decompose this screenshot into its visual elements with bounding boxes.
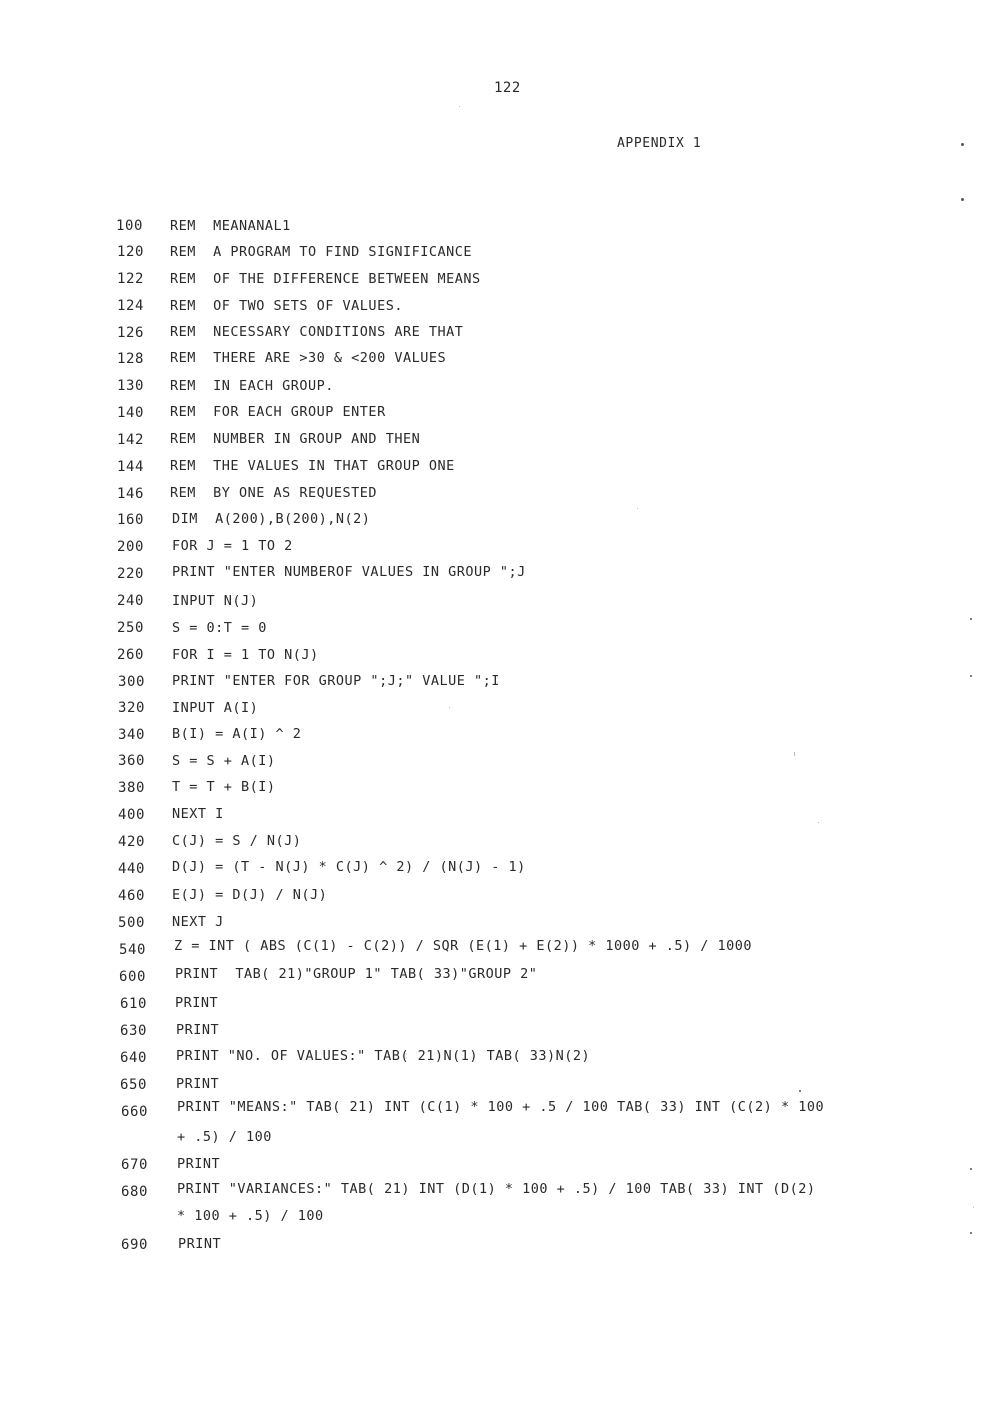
line-number: 200 [117,539,145,555]
scan-speck [961,143,964,146]
line-number: 142 [117,432,145,448]
code-text: REM BY ONE AS REQUESTED [170,485,378,501]
line-number: 610 [120,996,148,1012]
line-number: 144 [117,459,145,475]
scan-speck [794,752,795,756]
line-number: 100 [116,218,144,234]
code-text: E(J) = D(J) / N(J) [172,887,328,903]
scan-speck [970,618,972,620]
scan-speck [970,675,972,677]
line-number: 670 [121,1157,149,1173]
scan-speck [449,707,450,708]
scan-speck [459,106,460,107]
line-number: 126 [117,325,145,341]
code-text: REM NUMBER IN GROUP AND THEN [170,431,421,447]
code-text-continuation: + .5) / 100 [177,1129,272,1145]
code-text: REM A PROGRAM TO FIND SIGNIFICANCE [170,244,472,260]
line-number: 380 [118,780,146,796]
scan-speck [799,1090,801,1092]
line-number: 420 [118,834,146,850]
code-text: PRINT "ENTER NUMBEROF VALUES IN GROUP ";J [172,564,526,580]
code-text: PRINT "VARIANCES:" TAB( 21) INT (D(1) * 100 + .5) / 100 TAB( 33) INT (D(2) [177,1181,816,1197]
code-text: DIM A(200),B(200),N(2) [172,511,371,527]
line-number: 640 [120,1050,148,1066]
line-number: 128 [117,351,145,367]
code-text: S = S + A(I) [172,753,276,769]
line-number: 220 [117,566,145,582]
code-text: PRINT [176,1022,220,1038]
scan-speck [970,1232,972,1234]
code-text: PRINT "ENTER FOR GROUP ";J;" VALUE ";I [172,673,500,689]
code-text: PRINT TAB( 21)"GROUP 1" TAB( 33)"GROUP 2" [175,966,538,982]
scan-speck [637,508,638,509]
code-text: REM NECESSARY CONDITIONS ARE THAT [170,324,464,340]
code-text: REM MEANANAL1 [170,218,291,234]
line-number: 400 [118,807,146,823]
code-text: REM IN EACH GROUP. [170,378,334,394]
scan-speck [961,198,964,201]
code-text: PRINT [178,1236,222,1252]
code-text: Z = INT ( ABS (C(1) - C(2)) / SQR (E(1) + E(2)) * 1000 + .5) / 1000 [174,938,753,954]
code-text: T = T + B(I) [172,779,276,795]
code-text: PRINT [177,1156,221,1172]
code-text: B(I) = A(I) ^ 2 [172,726,302,742]
line-number: 250 [117,620,145,636]
line-number: 160 [117,512,145,528]
line-number: 140 [117,405,145,421]
line-number: 690 [121,1237,149,1253]
line-number: 320 [118,700,146,716]
line-number: 146 [117,486,145,502]
line-number: 360 [118,753,146,769]
code-text: D(J) = (T - N(J) * C(J) ^ 2) / (N(J) - 1) [172,859,526,875]
line-number: 500 [118,915,146,931]
code-text: PRINT "MEANS:" TAB( 21) INT (C(1) * 100 + .5 / 100 TAB( 33) INT (C(2) * 100 [177,1099,825,1115]
line-number: 460 [118,888,146,904]
line-number: 650 [120,1077,148,1093]
code-text: INPUT N(J) [172,593,259,609]
line-number: 340 [118,727,146,743]
line-number: 600 [119,969,147,985]
code-text: C(J) = S / N(J) [172,833,302,849]
code-text: PRINT "NO. OF VALUES:" TAB( 21)N(1) TAB( 33)N(2) [176,1048,591,1064]
appendix-heading: APPENDIX 1 [617,136,702,151]
code-text: INPUT A(I) [172,700,259,716]
code-text: PRINT [175,995,219,1011]
code-text: REM FOR EACH GROUP ENTER [170,404,386,420]
scan-speck [973,1207,974,1208]
line-number: 120 [117,244,145,260]
code-text: REM OF TWO SETS OF VALUES. [170,298,403,314]
code-text: FOR J = 1 TO 2 [172,538,293,554]
line-number: 680 [121,1184,149,1200]
line-number: 540 [119,942,147,958]
line-number: 240 [117,593,145,609]
code-text: REM OF THE DIFFERENCE BETWEEN MEANS [170,271,481,287]
code-text: NEXT I [172,806,224,822]
line-number: 130 [117,378,145,394]
line-number: 122 [117,271,145,287]
scan-speck [970,1168,972,1170]
line-number: 260 [117,647,145,663]
page-number: 122 [494,80,521,96]
scan-speck [818,822,819,823]
line-number: 660 [121,1104,149,1120]
code-text: REM THE VALUES IN THAT GROUP ONE [170,458,455,474]
line-number: 124 [117,298,145,314]
code-text: NEXT J [172,914,224,930]
line-number: 440 [118,861,146,877]
code-text-continuation: * 100 + .5) / 100 [177,1208,324,1224]
code-text: REM THERE ARE >30 & <200 VALUES [170,350,447,366]
line-number: 300 [118,674,146,690]
code-text: FOR I = 1 TO N(J) [172,647,319,663]
code-text: S = 0:T = 0 [172,620,267,636]
code-text: PRINT [176,1076,220,1092]
line-number: 630 [120,1023,148,1039]
